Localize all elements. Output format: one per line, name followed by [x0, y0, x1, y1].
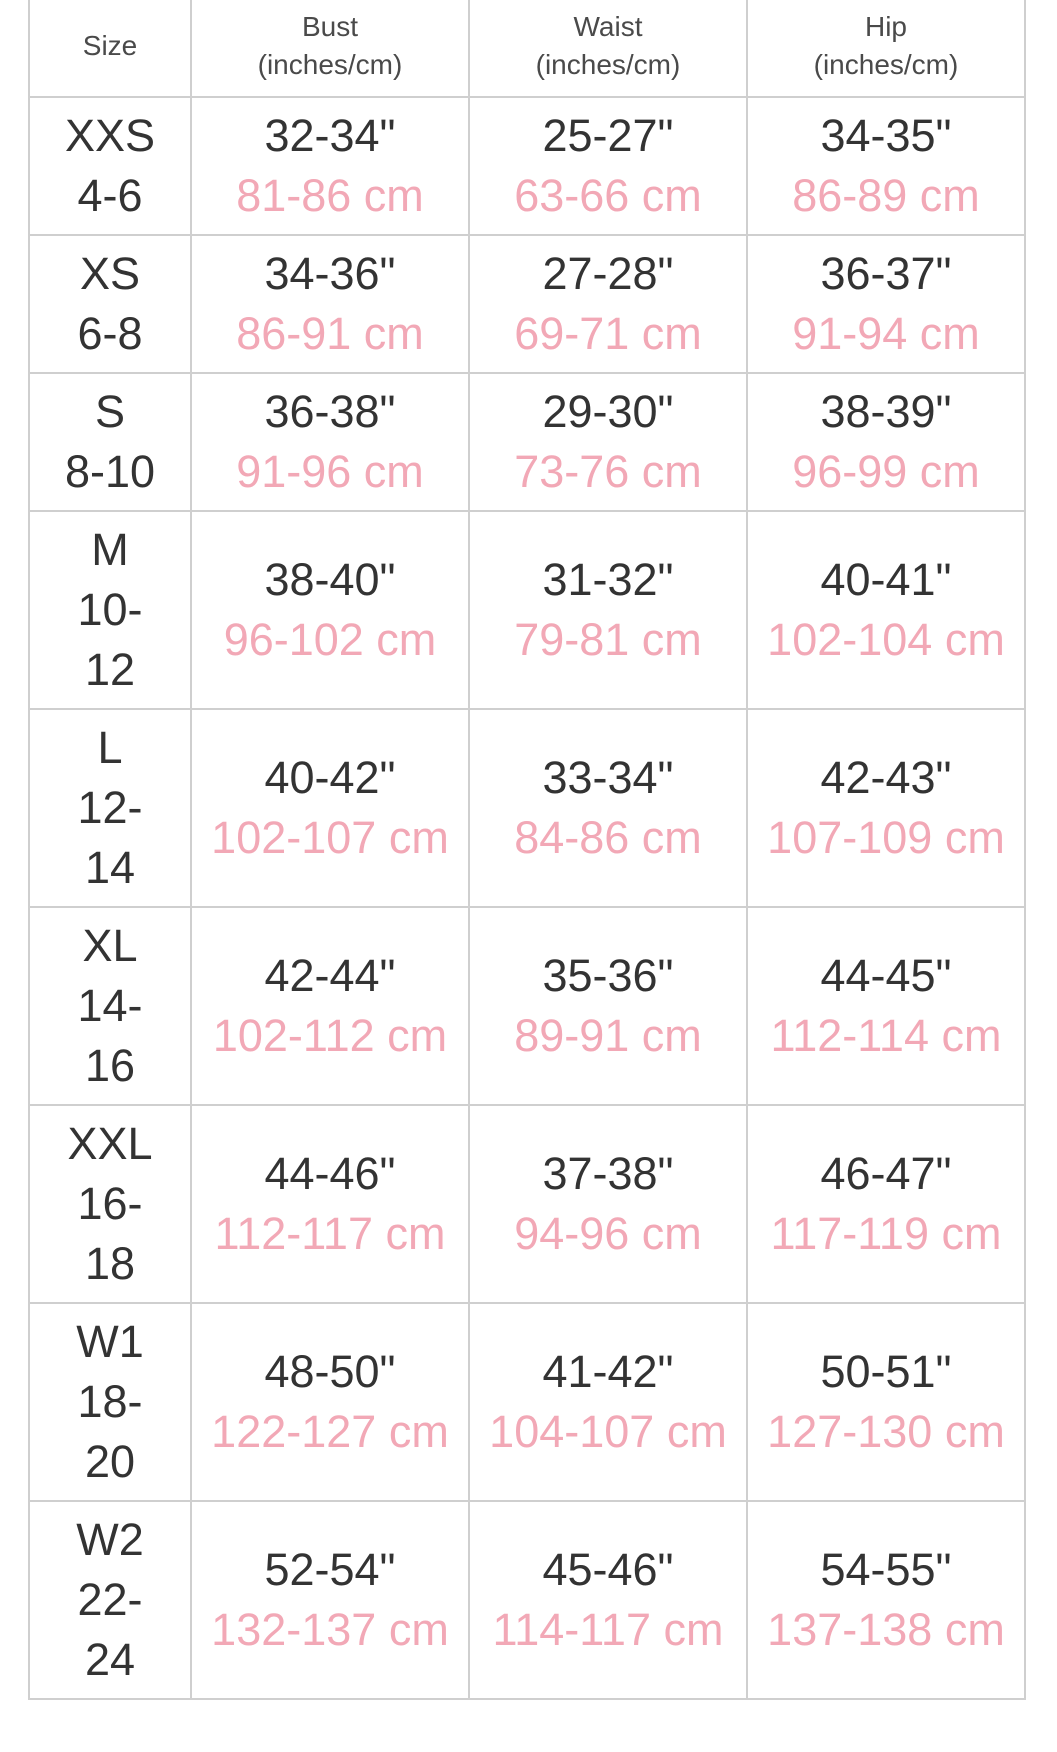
table-row [29, 1501, 1025, 1699]
bust-cell: 34-36" 86-91 cm [191, 235, 469, 373]
table-row [29, 907, 1025, 1105]
waist-cell: 29-30" 73-76 cm [469, 373, 747, 511]
size-cell: S 8-10 [29, 373, 191, 511]
waist-cell: 45-46" 114-117 cm [469, 1501, 747, 1699]
bust-cell: 52-54" 132-137 cm [191, 1501, 469, 1699]
waist-cell: 35-36" 89-91 cm [469, 907, 747, 1105]
header-waist: Waist (inches/cm) [469, 0, 747, 97]
table-row [29, 235, 1025, 373]
hip-cell: 54-55" 137-138 cm [747, 1501, 1025, 1699]
waist-cell: 37-38" 94-96 cm [469, 1105, 747, 1303]
hip-cell: 40-41" 102-104 cm [747, 511, 1025, 709]
bust-cell: 32-34" 81-86 cm [191, 97, 469, 235]
size-cell: XXL 16- 18 [29, 1105, 191, 1303]
waist-cell: 31-32" 79-81 cm [469, 511, 747, 709]
table-row [29, 1105, 1025, 1303]
hip-cell: 46-47" 117-119 cm [747, 1105, 1025, 1303]
size-cell: L 12- 14 [29, 709, 191, 907]
size-cell: XXS 4-6 [29, 97, 191, 235]
waist-cell: 27-28" 69-71 cm [469, 235, 747, 373]
header-size: Size [29, 0, 191, 97]
size-cell: M 10- 12 [29, 511, 191, 709]
waist-cell: 25-27" 63-66 cm [469, 97, 747, 235]
waist-cell: 33-34" 84-86 cm [469, 709, 747, 907]
size-chart-table [28, 0, 1026, 1700]
hip-cell: 38-39" 96-99 cm [747, 373, 1025, 511]
table-row [29, 511, 1025, 709]
size-cell: W2 22- 24 [29, 1501, 191, 1699]
header-hip: Hip (inches/cm) [747, 0, 1025, 97]
hip-cell: 44-45" 112-114 cm [747, 907, 1025, 1105]
size-cell: W1 18- 20 [29, 1303, 191, 1501]
bust-cell: 42-44" 102-112 cm [191, 907, 469, 1105]
header-row [29, 0, 1025, 97]
bust-cell: 48-50" 122-127 cm [191, 1303, 469, 1501]
table-row [29, 709, 1025, 907]
hip-cell: 42-43" 107-109 cm [747, 709, 1025, 907]
header-bust: Bust (inches/cm) [191, 0, 469, 97]
size-cell: XL 14- 16 [29, 907, 191, 1105]
table-row [29, 97, 1025, 235]
size-cell: XS 6-8 [29, 235, 191, 373]
bust-cell: 40-42" 102-107 cm [191, 709, 469, 907]
table-row [29, 1303, 1025, 1501]
table-row [29, 373, 1025, 511]
waist-cell: 41-42" 104-107 cm [469, 1303, 747, 1501]
bust-cell: 44-46" 112-117 cm [191, 1105, 469, 1303]
hip-cell: 50-51" 127-130 cm [747, 1303, 1025, 1501]
bust-cell: 36-38" 91-96 cm [191, 373, 469, 511]
hip-cell: 36-37" 91-94 cm [747, 235, 1025, 373]
hip-cell: 34-35" 86-89 cm [747, 97, 1025, 235]
bust-cell: 38-40" 96-102 cm [191, 511, 469, 709]
